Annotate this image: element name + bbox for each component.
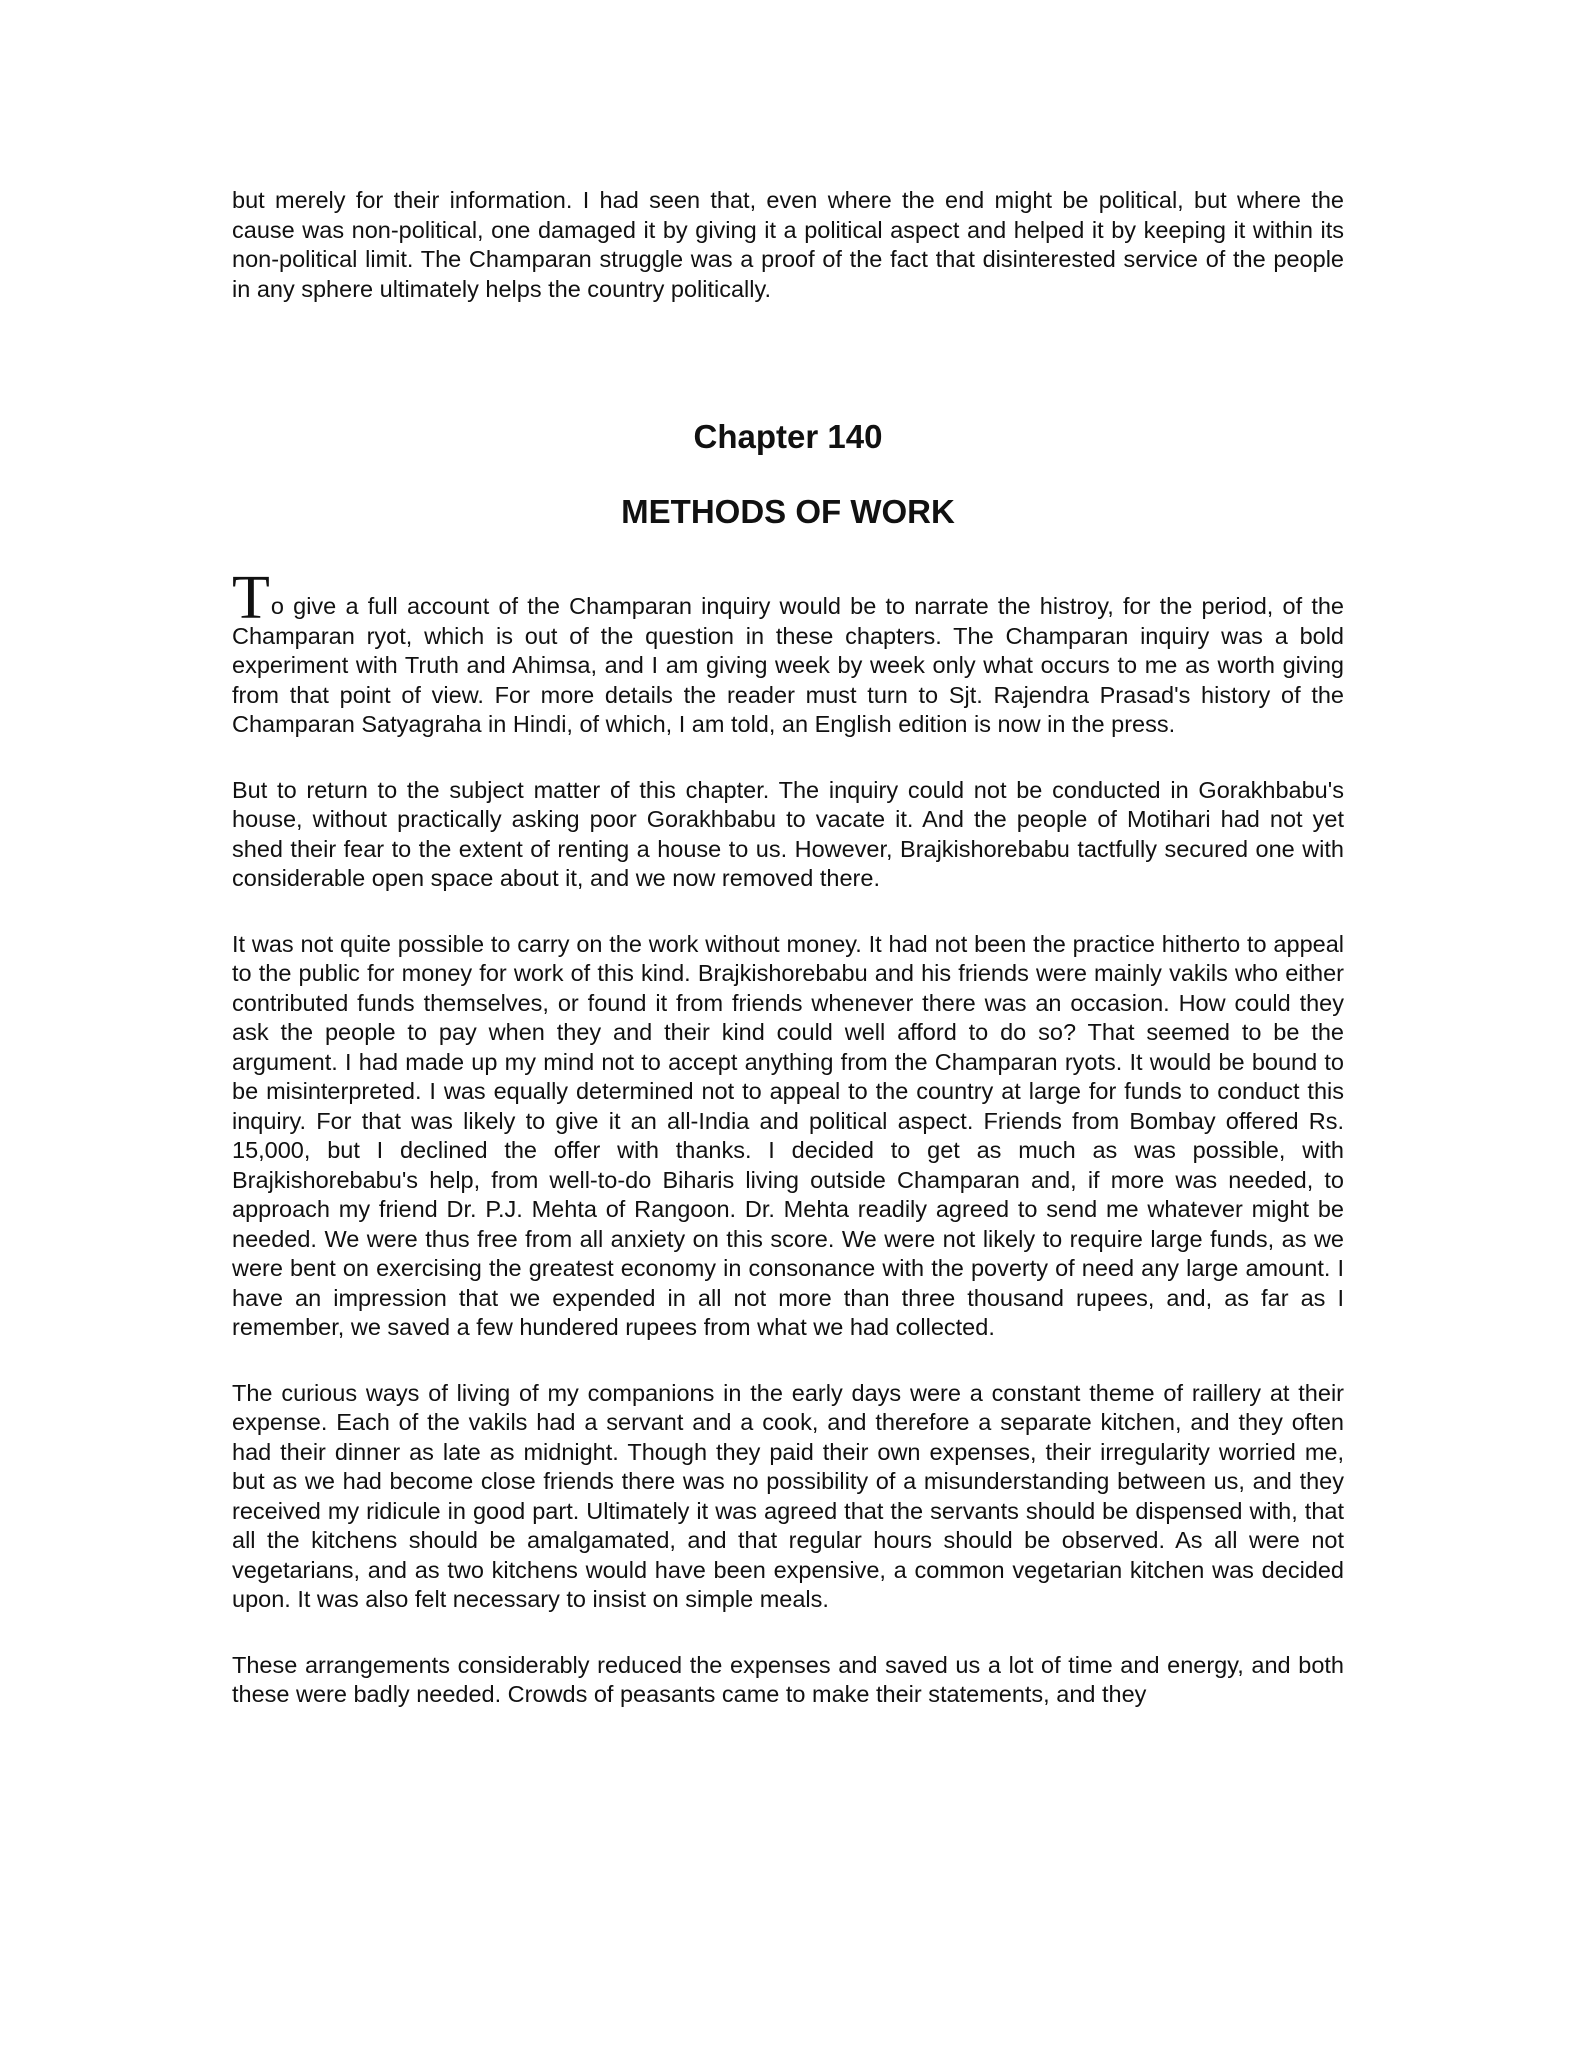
paragraph-first-text: o give a full account of the Champaran inquiry would be to narrate the histroy, for the period, of the Champaran ryot, which is out of the question in these chapters. The Champaran inquiry was a bold experiment with Truth and Ahimsa, and I am giving week by week only what occurs to me as worth giving from that point of view. For more details the reader must turn to Sjt. Rajendra Prasad's history of the Champaran Satyagraha in Hindi, of which, I am told, an English edition is now in the press. — [232, 593, 1344, 737]
paragraph-fifth: These arrangements considerably reduced the expenses and saved us a lot of time and energy, and both these were badly needed. Crowds of peasants came to make their statements, and they — [232, 1651, 1344, 1707]
page-content — [232, 186, 1344, 1710]
paragraph-fourth: The curious ways of living of my companions in the early days were a constant theme of raillery at their expense. Each of the vakils had a servant and a cook, and therefore a separate kitchen, and they often had their dinner as late as midnight. Though they paid their own expenses, their irregularity worried me, but as we had become close friends there was no possibility of a misunderstanding between us, and they received my ridicule in good part. Ultimately it was agreed that the servants should be dispensed with, that all the kitchens should be amalgamated, and that regular hours should be observed. As all were not vegetarians, and as two kitchens would have been expensive, a common vegetarian kitchen was decided upon. It was also felt necessary to insist on simple meals. — [232, 1379, 1344, 1612]
chapter-number: Chapter 140 — [693, 418, 883, 455]
chapter-title: METHODS OF WORK — [621, 493, 955, 530]
paragraph-first — [232, 564, 1344, 740]
drop-cap: T — [232, 564, 270, 632]
intro-paragraph: but merely for their information. I had seen that, even where the end might be political, but where the cause was non-political, one damaged it by giving it a political aspect and helped it by keeping it within its non-political limit. The Champaran struggle was a proof of the fact that disinterested service of the people in any sphere ultimately helps the country politically. — [232, 187, 1344, 302]
paragraph-second: But to return to the subject matter of this chapter. The inquiry could not be conducted in Gorakhbabu's house, without practically asking poor Gorakhbabu to vacate it. And the people of Motihari had not yet shed their fear to the extent of renting a house to us. However, Brajkishorebabu tactfully secured one with considerable open space about it, and we now removed there. — [232, 776, 1344, 891]
paragraph-third: It was not quite possible to carry on the work without money. It had not been the practice hitherto to appeal to the public for money for work of this kind. Brajkishorebabu and his friends were mainly vakils who either contributed funds themselves, or found it from friends whenever there was an occasion. How could they ask the people to pay when they and their kind could well afford to do so? That seemed to be the argument. I had made up my mind not to accept anything from the Champaran ryots. It would be bound to be misinterpreted. I was equally determined not to appeal to the country at large for funds to conduct this inquiry. For that was likely to give it an all-India and political aspect. Friends from Bombay offered Rs. 15,000, but I declined the offer with thanks. I decided to get as much as was possible, with Brajkishorebabu's help, from well-to-do Biharis living outside Champaran and, if more was needed, to approach my friend Dr. P.J. Mehta of Rangoon. Dr. Mehta readily agreed to send me whatever might be needed. We were thus free from all anxiety on this score. We were not likely to require large funds, as we were bent on exercising the greatest economy in consonance with the poverty of need any large amount. I have an impression that we expended in all not more than three thousand rupees, and, as far as I remember, we saved a few hundered rupees from what we had collected. — [232, 930, 1344, 1340]
